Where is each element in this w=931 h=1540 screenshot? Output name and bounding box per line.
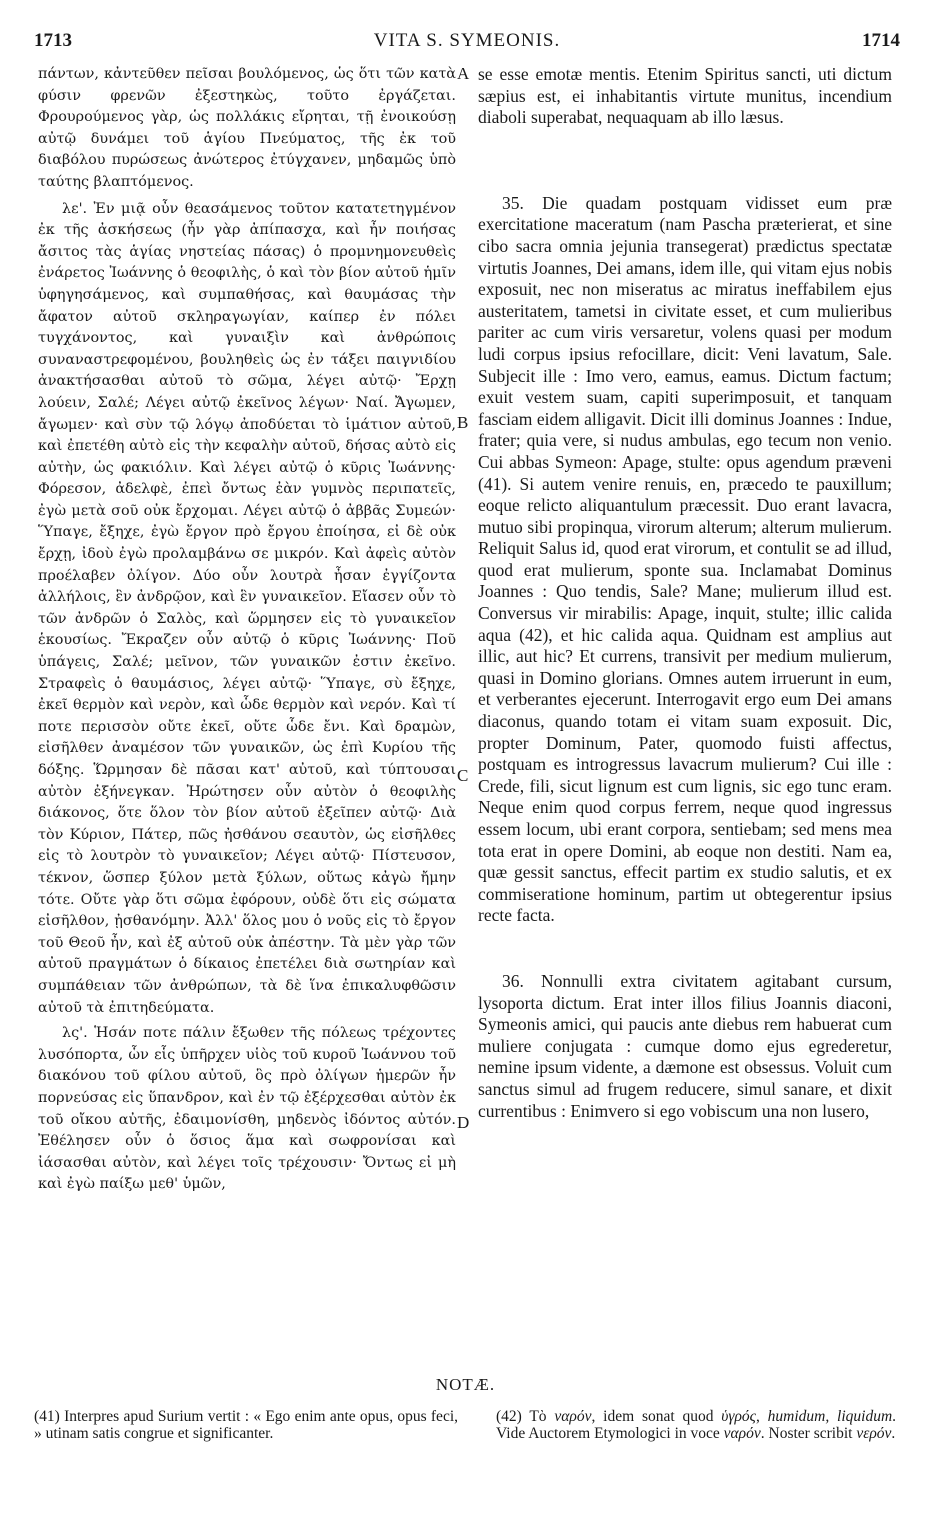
greek-column — [38, 64, 456, 1196]
footnote-42: (42) Τὸ ναρόν, idem sonat quod ὑγρός, humidum, liquidum. Vide Auctorem Etymologici in voce ναρόν. Noster scribit νερόν. — [496, 1408, 897, 1442]
latin-paragraph-35-text: Die quadam postquam vidisset eum præ exercitatione maceratum (nam Pascha præterierat, et sine cibo sacra omnia jejunia transegerat) prædictus spectatæ virtutis Joannes, Dei amans, idem ille, qui vitam ejus nobis exposuit, nec non miseratus ac miratus ineffabilem ejus austeritatem, tametsi in civitate esset, et cum mulieribus pariter ac cum viris versaretur, volens quasi per modum ludi corpus ipsius refocillare, dicit: Veni lavatum, Sale. Subjecit ille : Imo vero, eamus, eamus. Dictum factum; exuit vestem suam, capiti superimposuit, et tanquam fasciam eidem alligavit. Dicit illi dominus Joannes : Indue, frater; quia vere, si nudus ambulas, ego tecum non venio. Cui abbas Symeon: Apage, stulte: opus agendum præveni (41). Si autem venire renuis, en, præcedo te pauxillum; eoque relicto aliquantulum præcessit. Duo erant lavacra, mutuo sibi propinqua, virorum alterum; alterum mulierum. Reliquit Salus id, quod erat virorum, et contulit se ad illud, quod erat mulierum, sponte sua. Inclamabat Dominus Joannes : Quo tendis, Sale? Mane; mulierum illud est. Conversus vir mirabilis: Apage, inquit, stulte; illic calida aqua (42), et hic calida aqua. Quidnam est amplius aut illic, aut hic? Et currens, transivit per medium mulierum, quasi in Domino glorians. Omnes autem irruerunt in eum, et verberantes ejecerunt. Interrogavit ergo eum Dei amans diaconus, quando totam ei vitam suam exposuit. Dic, propter Dominum, Pater, quomodo fuisti affectus, postquam es introgressus lavacrum mulierum? Cui ille : Crede, fili, sicut lignum est cum lignis, sic ego tunc eram. Neque enim quod corpus ferrem, neque quod ingressus essem locum, ubi erant corpora, sentiebam; sed mens mea tota erat in opere Domini, ab eoque non destiti. Nam ea, quæ gessit sanctus, effecit partim ex studio salutis, et ex commiseratione hominum, partim ut obtegerentur ipsius recte facta. — [478, 192, 892, 926]
margin-letter-a: A — [457, 64, 470, 83]
latin-column — [478, 64, 892, 1122]
section-number-35: 35. — [502, 192, 524, 213]
page-number-right: 1714 — [862, 30, 900, 51]
greek-paragraph-1: πάντων, κἀντεῦθεν πεῖσαι βουλόμενος, ὡς ὅτι τῶν κατὰ φύσιν φρενῶν ἐξεστηκὼς, τοῦτο ἐργάζεται. Φρουρούμενος γὰρ, ὡς πολλάκις εἴρηται, τῇ ἐνοικούσῃ αὐτῷ δυνάμει τοῦ ἁγίου Πνεύματος, τῆς ἐκ τοῦ διαβόλου πυρώσεως ἀνώτερος ἐτύγχανεν, μηδαμῶς ὑπὸ ταύτης βλαπτόμενος. — [38, 66, 456, 190]
latin-paragraph-35 — [478, 193, 892, 927]
margin-letter-b: B — [457, 413, 469, 432]
page-header — [34, 30, 900, 60]
page-number-left: 1713 — [34, 30, 72, 51]
footnote-41: (41) Interpres apud Surium vertit : « Ego enim ante opus, opus feci, » utinam satis congrue et significanter. — [34, 1408, 458, 1442]
running-title: VITA S. SYMEONIS. — [373, 30, 561, 51]
latin-paragraph-36-text: Nonnulli extra civitatem agitabant cursum, lysoporta dictum. Erat inter illos filius Joannis diaconi, Symeonis amici, qui paucis ante diebus rem habuerat cum muliere conjugata : cumque domo ejus egrederetur, nemine ipsum vidente, a dæmone est obsessus. Voluit cum sanctus simul ad frugem reducere, simul sanare, et dixit currentibus : Enimvero si ego vobiscum una non lusero, — [478, 970, 892, 1121]
greek-paragraph-36: λς'. Ἡσάν ποτε πάλιν ἔξωθεν τῆς πόλεως τρέχοντες λυσόπορτα, ὧν εἷς ὑπῆρχεν υἱὸς τοῦ κυροῦ Ἰωάννου τοῦ διακόνου τοῦ φίλου αὐτοῦ, ὃς πρὸ ὀλίγων ἡμερῶν ἦν πορνεύσας εἰς ὕπανδρον, καὶ ἐν τῷ ἐξέρχεσθαι αὐτὸν ἐκ τοῦ οἴκου αὐτῆς, ἐδαιμονίσθη, μηδενὸς ἰδόντος αὐτόν. Ἐθέλησεν οὖν ὁ ὅσιος ἅμα καὶ σωφρονίσαι καὶ ἰάσασθαι αὐτὸν, καὶ λέγει τοῖς τρέχουσιν· Ὄντως εἰ μὴ καὶ ἐγὼ παίξω μεθ' ὑμῶν, — [38, 1025, 456, 1193]
greek-paragraph-35: λε'. Ἐν μιᾷ οὖν θεασάμενος τοῦτον κατατετηγμένον ἐκ τῆς ἀσκήσεως (ἦν γὰρ ἀπίπασχα, καὶ ἦν ποιήσας ἄσιτος τὰς ἁγίας νηστείας πάσας) ὁ προμνημονευθεὶς ἐνάρετος Ἰωάννης ὁ θεοφιλὴς, ὁ καὶ τὸν βίον αὐτοῦ ἡμῖν ὑφηγησάμενος, καὶ συμπαθήσας, καὶ θαυμάσας τὴν ἄφατον αὐτοῦ σκληραγωγίαν, καίπερ ἐν πόλει τυγχάνοντος, καὶ γυναιξὶν καὶ ἀνθρώποις συναναστρεφομένου, βουληθεὶς ὡς ἐν τάξει παιγνιδίου ἀνακτήσασθαι αὐτοῦ τὸ σῶμα, λέγει αὐτῷ· Ἔρχῃ λούειν, Σαλέ; Λέγει αὐτῷ ἐκεῖνος λέγων· Ναί. Ἄγωμεν, ἄγωμεν· καὶ σὺν τῷ λόγῳ ἀποδύεται τὸ ἱμάτιον αὐτοῦ, καὶ ἐπετέθη αὐτὸ εἰς τὴν κεφαλὴν αὐτοῦ, δήσας αὐτὸ εἰς αὐτὴν, ὡς φακιόλιν. Καὶ λέγει αὐτῷ ὁ κῦρις Ἰωάννης· Φόρεσον, ἀδελφὲ, ἐπεὶ ὄντως ἐὰν γυμνὸς περιπατεῖς, ἐγὼ μετὰ σοῦ οὐκ ἔρχομαι. Λέγει αὐτῷ ὁ ἀββᾶς Συμεών· Ὕπαγε, ἔξηχε, ἐγὼ ἔργον πρὸ ἔργου ἐποίησα, εἰ δὲ οὐκ ἔρχῃ, ἰδοὺ ἐγὼ προλαμβάνω σε μικρόν. Καὶ ἀφεὶς αὐτὸν προέλαβεν ὀλίγον. Δύο οὖν λουτρὰ ἦσαν ἐγγίζοντα ἀλλήλοις, ἓν ἀνδρῷον, καὶ ἓν γυναικεῖον. Εἴασεν οὖν τὸ τῶν ἀνδρῶν ὁ Σαλὸς, καὶ ὥρμησεν εἰς τὸ γυναικεῖον ἑκουσίως. Ἔκραζεν οὖν αὐτῷ ὁ κῦρις Ἰωάννης· Ποῦ ὑπάγεις, Σαλέ; μεῖνον, τῶν γυναικῶν ἐστιν ἐκεῖνο. Στραφεὶς ὁ θαυμάσιος, λέγει αὐτῷ· Ὕπαγε, σὺ ἔξηχε, ἐκεῖ θερμὸν καὶ νερὸν, καὶ ὧδε θερμὸν καὶ νερόν. Καὶ τί ποτε περισσὸν οὔτε ἐκεῖ, οὔτε ὧδε ἔνι. Καὶ δραμὼν, εἰσῆλθεν ἀναμέσον τῶν γυναικῶν, ὡς ἐπὶ Κυρίου τῆς δόξης. Ὥρμησαν δὲ πᾶσαι κατ' αὐτοῦ, καὶ τύπτουσαι αὐτὸν ἐξήνεγκαν. Ἠρώτησεν οὖν αὐτὸν ὁ θεοφιλὴς διάκονος, ὅτε ὅλον τὸν βίον αὐτοῦ ἐξεῖπεν αὐτῷ· Διὰ τὸν Κύριον, Πάτερ, πῶς ἠσθάνου σεαυτὸν, ὡς εἰσῆλθες εἰς τὸ λουτρὸν τὸ γυναικεῖον; Λέγει αὐτῷ· Πίστευσον, τέκνον, ὥσπερ ξύλον μετὰ ξύλων, οὕτως κἀγὼ ἤμην τότε. Οὔτε γὰρ ὅτι σῶμα ἐφόρουν, οὐδὲ ὅτι εἰς σώματα εἰσῆλθον, ᾐσθανόμην. Ἀλλ' ὅλος μου ὁ νοῦς εἰς τὸ ἔργον τοῦ Θεοῦ ἦν, καὶ ἐξ αὐτοῦ οὐκ ἀπέστην. Τὰ μὲν γὰρ τῶν αὐτοῦ πραγμάτων ὁ δίκαιος ἐπετέλει διὰ σωτηρίαν καὶ συμπάθειαν τῶν ἀνθρώπων, τὰ δὲ ἵνα ἐπικαλυφθῶσιν αὐτοῦ τὰ ἐπιτηδεύματα. — [38, 200, 456, 1016]
latin-paragraph-36 — [478, 971, 892, 1122]
notes-title: NOTÆ. — [435, 1375, 496, 1394]
margin-letter-c: C — [457, 766, 469, 785]
margin-letter-d: D — [457, 1113, 470, 1132]
section-number-36: 36. — [502, 970, 524, 991]
latin-paragraph-1: se esse emotæ mentis. Etenim Spiritus sancti, uti dictum sæpius est, ei inhabitantis virtute munitus, incendium diaboli superabat, nequaquam ab illo læsus. — [478, 64, 892, 128]
